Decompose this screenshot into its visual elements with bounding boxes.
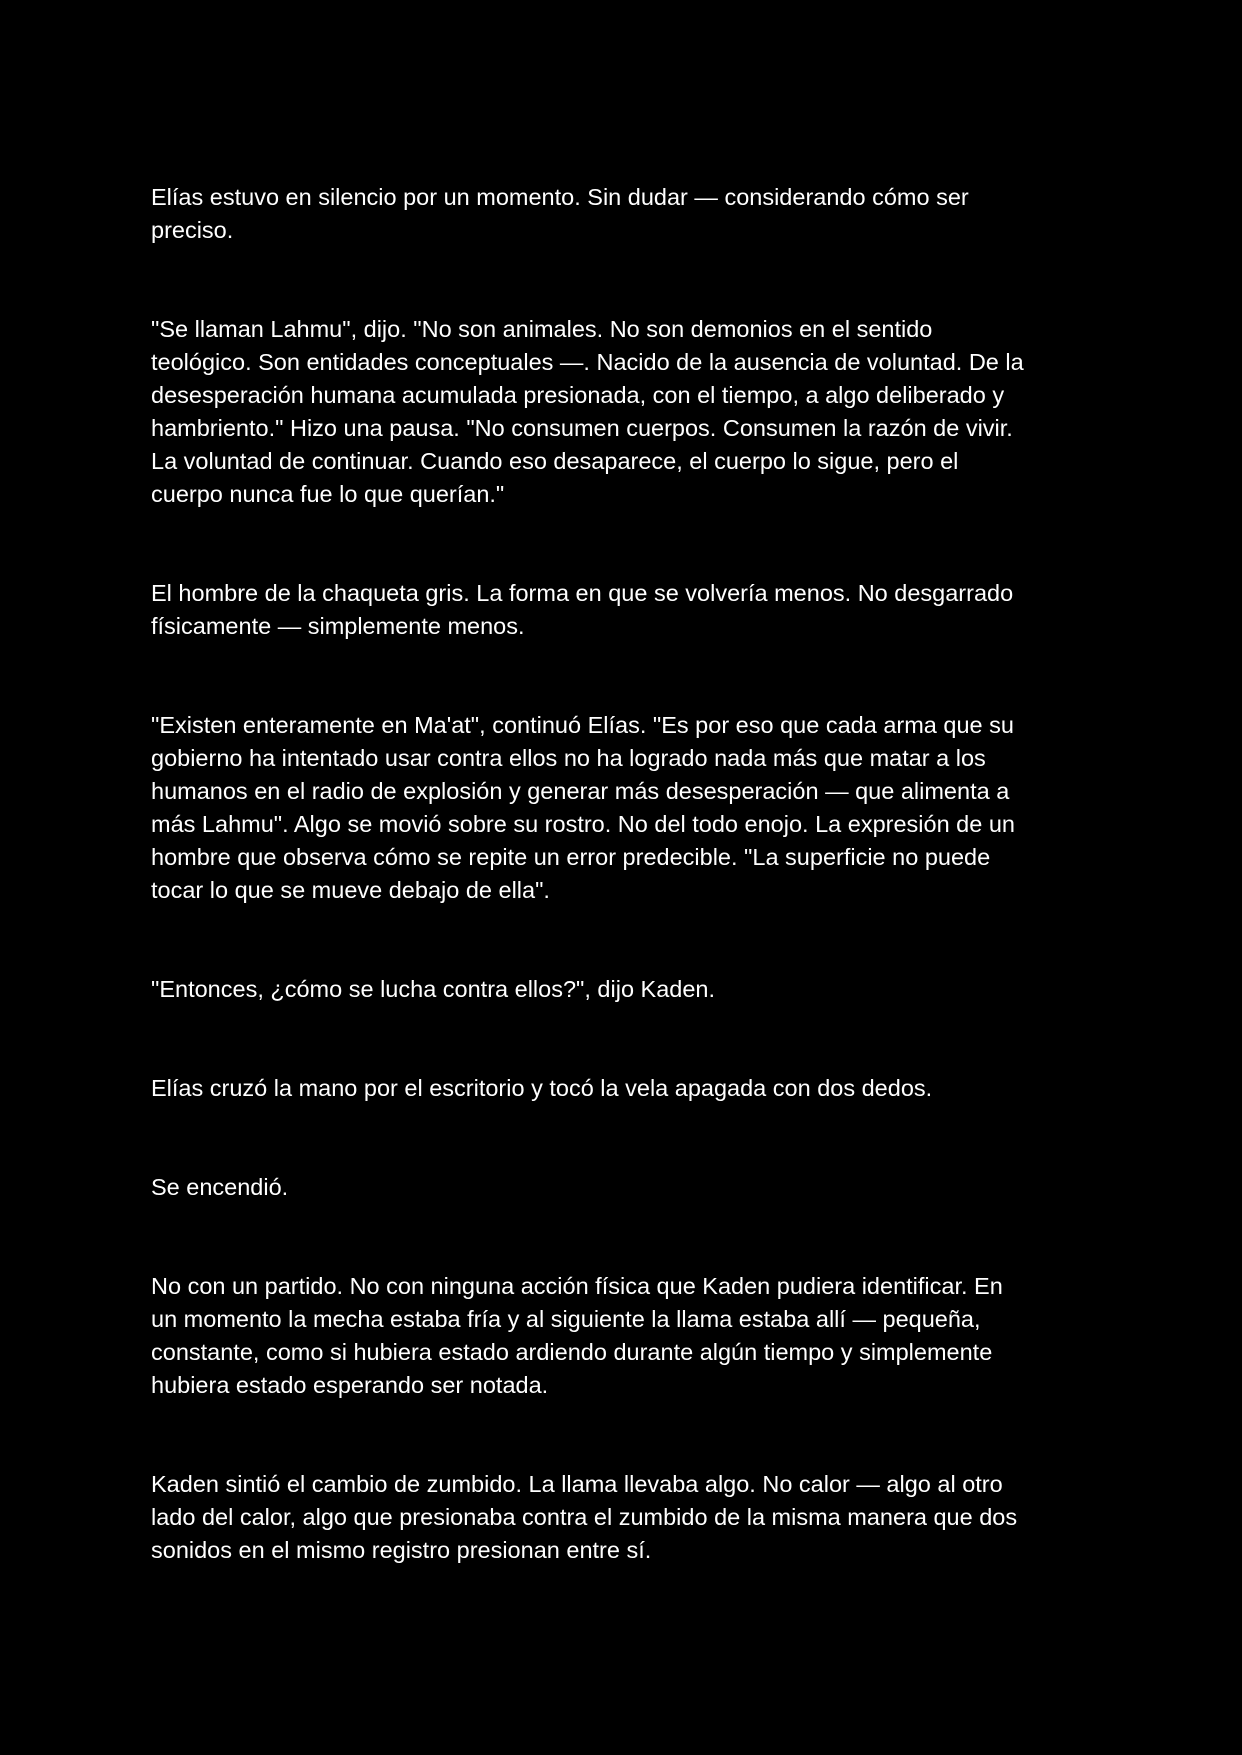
paragraph: El hombre de la chaqueta gris. La forma en que se volvería menos. No desgarrado físicamente — simplemente menos. — [151, 580, 1014, 639]
document-body — [151, 181, 1091, 1567]
paragraph: "Existen enteramente en Ma'at", continuó Elías. "Es por eso que cada arma que su gobierno ha intentado usar contra ellos no ha logrado nada más que matar a los humanos en el radio de explosión y generar más desesperación — que alimenta a más Lahmu". Algo se movió sobre su rostro. No del todo enojo. La expresión de un hombre que observa cómo se repite un error predecible. "La superficie no puede tocar lo que se mueve debajo de ella". — [151, 712, 1015, 903]
paragraph: Kaden sintió el cambio de zumbido. La llama llevaba algo. No calor — algo al otro lado del calor, algo que presionaba contra el zumbido de la misma manera que dos sonidos en el mismo registro presionan entre sí. — [151, 1471, 1018, 1563]
paragraph: "Entonces, ¿cómo se lucha contra ellos?", dijo Kaden. — [151, 976, 716, 1002]
paragraph: No con un partido. No con ninguna acción física que Kaden pudiera identificar. En un momento la mecha estaba fría y al siguiente la llama estaba allí — pequeña, constante, como si hubiera estado ardiendo durante algún tiempo y simplemente hubiera estado esperando ser notada. — [151, 1273, 1003, 1398]
paragraph: "Se llaman Lahmu", dijo. "No son animales. No son demonios en el sentido teológico. Son entidades conceptuales —. Nacido de la ausencia de voluntad. De la desesperación humana acumulada presionada, con el tiempo, a algo deliberado y hambriento." Hizo una pausa. "No consumen cuerpos. Consumen la razón de vivir. La voluntad de continuar. Cuando eso desaparece, el cuerpo lo sigue, pero el cuerpo nunca fue lo que querían." — [151, 316, 1024, 507]
paragraph: Se encendió. — [151, 1174, 289, 1200]
paragraph: Elías estuvo en silencio por un momento. Sin dudar — considerando cómo ser preciso. — [151, 184, 969, 243]
paragraph: Elías cruzó la mano por el escritorio y tocó la vela apagada con dos dedos. — [151, 1075, 933, 1101]
